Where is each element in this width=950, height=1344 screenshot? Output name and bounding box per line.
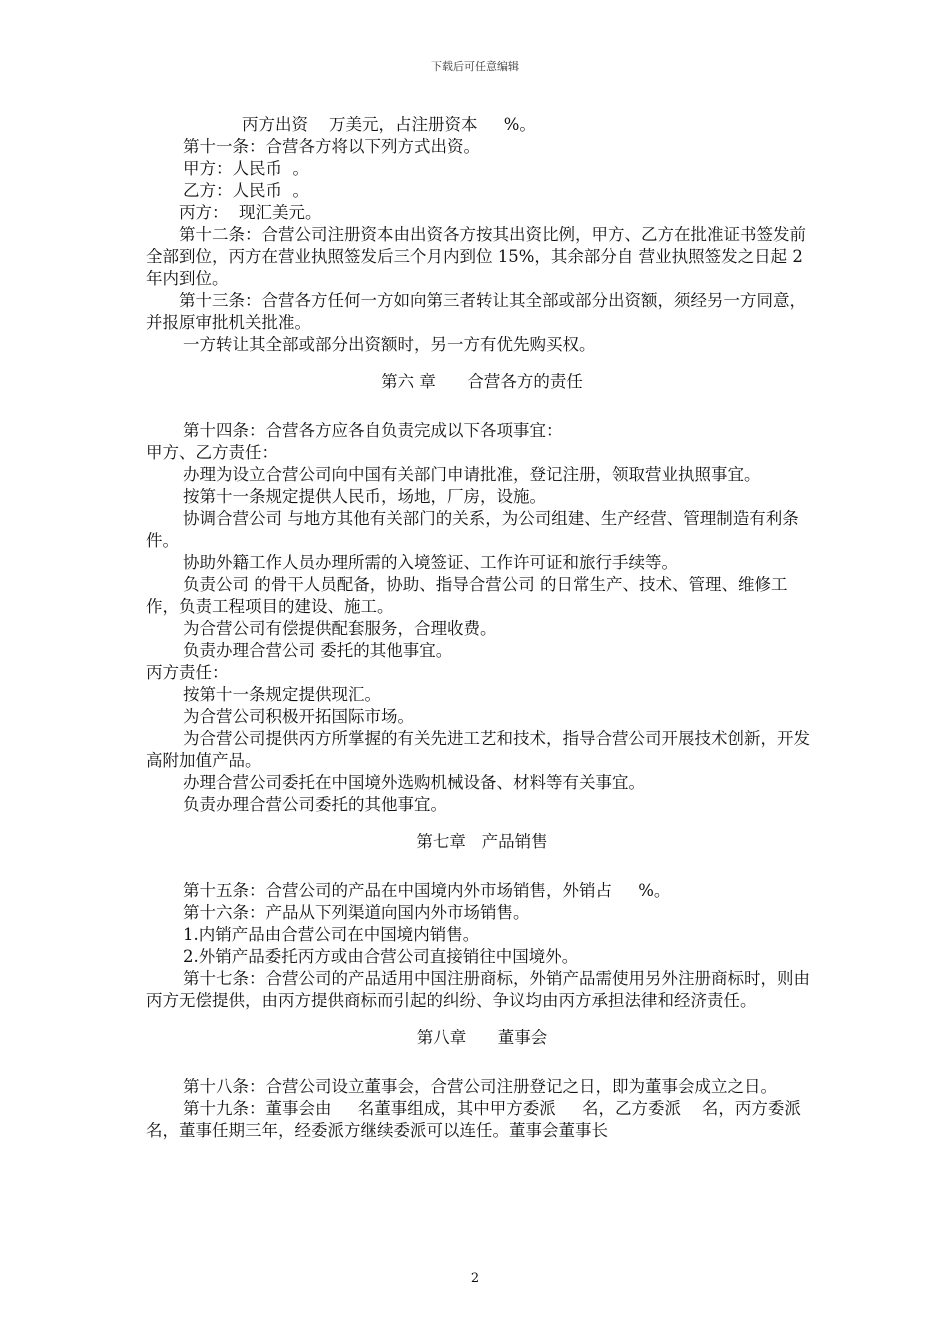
text-line: 负责公司 的骨干人员配备，协助、指导合营公司 的日常生产、技术、管理、维修工作，负责工程项目的建设、施工。 [146,575,788,616]
chapter-8-heading: 第八章 董事会 [416,1028,548,1047]
text-line: 丙方： 现汇美元。 [179,203,322,222]
article-19: 第十九条：董事会由 名董事组成，其中甲方委派 名，乙方委派 名，丙方委派 名，董事任期三年，经委派方继续委派可以连任。董事会董事长 [146,1099,833,1140]
text-line: 为合营公司有偿提供配套服务，合理收费。 [183,619,497,638]
text-line: 为合营公司积极开拓国际市场。 [183,707,414,726]
chapter-7-heading: 第七章 产品销售 [416,832,548,851]
text-line: 为合营公司提供丙方所掌握的有关先进工艺和技术，指导合营公司开展技术创新，开发高附加值产品。 [146,729,810,770]
chapter-6-heading: 第六 章 合营各方的责任 [381,372,583,391]
text-line: 按第十一条规定提供人民币，场地，厂房，设施。 [183,487,546,506]
article-12: 第十二条：合营公司注册资本由出资各方按其出资比例，甲方、乙方在批准证书签发前全部到位，丙方在营业执照签发后三个月内到位 15%，其余部分自 营业执照签发之日起 2 年内到位。 [146,225,809,288]
article-16: 第十六条：产品从下列渠道向国内外市场销售。 [183,903,530,922]
text-line: 协调合营公司 与地方其他有关部门的关系，为公司组建、生产经营、管理制造有利条件。 [146,509,799,550]
article-18: 第十八条：合营公司设立董事会，合营公司注册登记之日，即为董事会成立之日。 [183,1077,777,1096]
article-11: 第十一条：合营各方将以下列方式出资。 [183,137,480,156]
text-line: 一方转让其全部或部分出资额时，另一方有优先购买权。 [183,335,596,354]
section-label: 丙方责任： [146,663,229,682]
list-item: 1.内销产品由合营公司在中国境内销售。 [183,925,480,944]
list-item: 2.外销产品委托丙方或由合营公司直接销往中国境外。 [183,947,579,966]
text-line: 丙方出资 万美元，占注册资本 %。 [242,115,536,134]
text-line: 甲方：人民币 。 [183,159,309,178]
text-line: 负责办理合营公司 委托的其他事宜。 [183,641,453,660]
text-line: 乙方：人民币 。 [183,181,309,200]
text-line: 办理合营公司委托在中国境外选购机械设备、材料等有关事宜。 [183,773,645,792]
document-body [146,114,833,1142]
article-14: 第十四条：合营各方应各自负责完成以下各项事宜： [183,421,563,440]
article-15: 第十五条：合营公司的产品在中国境内外市场销售，外销占 %。 [183,881,671,900]
article-17: 第十七条：合营公司的产品适用中国注册商标，外销产品需使用另外注册商标时，则由丙方无偿提供，由丙方提供商标而引起的纠纷、争议均由丙方承担法律和经济责任。 [146,969,810,1010]
text-line: 协助外籍工作人员办理所需的入境签证、工作许可证和旅行手续等。 [183,553,678,572]
text-line: 办理为设立合营公司向中国有关部门申请批准，登记注册，领取营业执照事宜。 [183,465,761,484]
section-label: 甲方、乙方责任： [146,443,278,462]
page-header-note: 下载后可任意编辑 [431,60,519,73]
article-13: 第十三条：合营各方任何一方如向第三者转让其全部或部分出资额，须经另一方同意，并报原审批机关批准。 [146,291,806,332]
text-line: 按第十一条规定提供现汇。 [183,685,381,704]
page-number: 2 [470,1271,480,1286]
text-line: 负责办理合营公司委托的其他事宜。 [183,795,447,814]
